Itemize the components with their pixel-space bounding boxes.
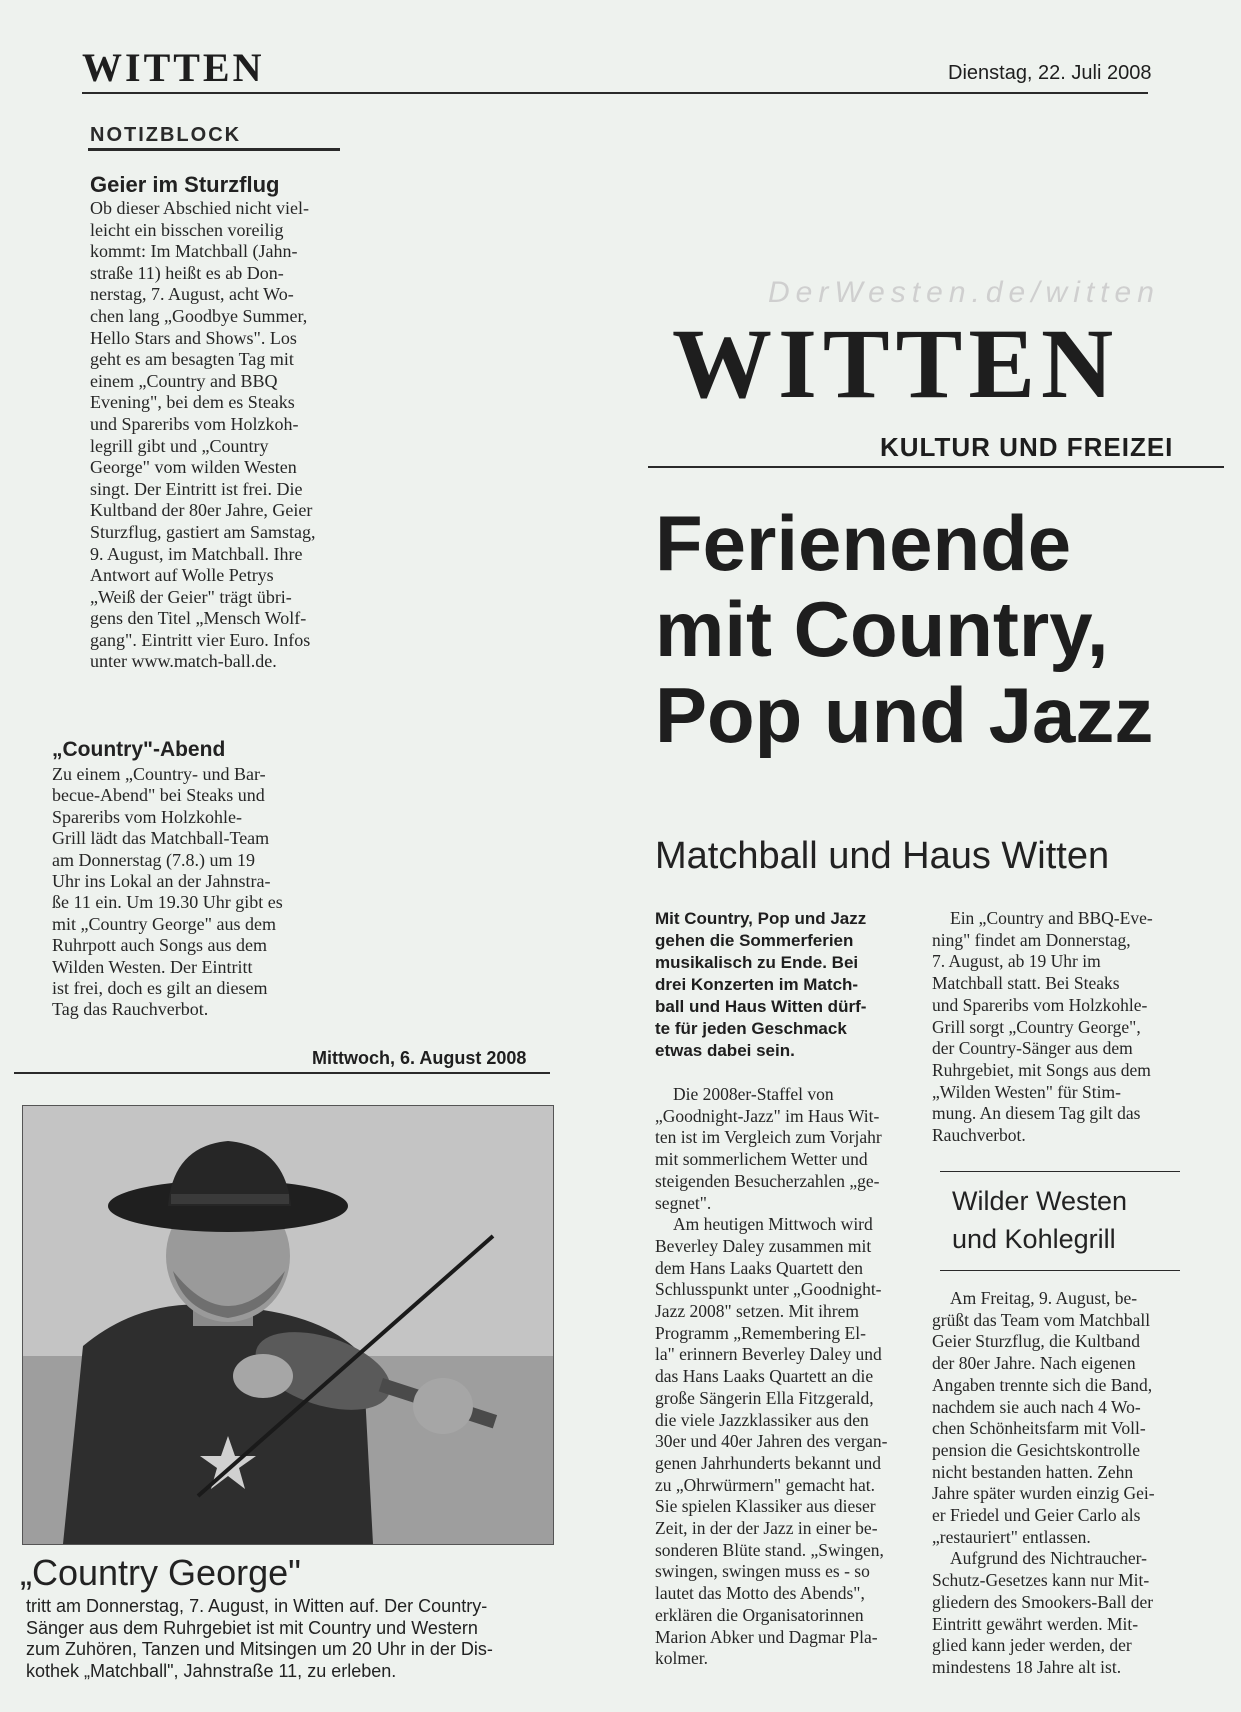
text-line: Rauchverbot. — [932, 1125, 1026, 1146]
lead-line: etwas dabei sein. — [655, 1041, 795, 1060]
text-line: pension die Gesichtskontrolle — [932, 1439, 1141, 1460]
text-line: nerstag, 7. August, acht Wo- — [90, 284, 294, 305]
caption-text — [26, 1596, 556, 1682]
text-line: der Country-Sänger aus dem — [932, 1038, 1133, 1059]
box-headline-line: und Kohlegrill — [952, 1224, 1116, 1254]
text-line: 30er und 40er Jahren des vergan- — [655, 1431, 888, 1452]
text-line: steigenden Besucherzahlen „ge- — [655, 1170, 880, 1191]
article-column-2b — [932, 1288, 1190, 1679]
text-line: unter www.match-ball.de. — [90, 651, 277, 672]
text-line: Am Freitag, 9. August, be- — [950, 1288, 1138, 1308]
text-line: gens den Titel „Mensch Wolf- — [90, 608, 307, 629]
caption-line: tritt am Donnerstag, 7. August, in Witten auf. Der Country- — [26, 1596, 488, 1616]
text-line: straße 11) heißt es ab Don- — [90, 262, 284, 283]
text-line: genen Jahrhunderts bekannt und — [655, 1452, 881, 1473]
text-line: ten ist im Vergleich zum Vorjahr — [655, 1127, 882, 1148]
text-line: ße 11 ein. Um 19.30 Uhr gibt es — [52, 892, 283, 913]
article-column-1 — [655, 1084, 913, 1670]
country-george-photo — [22, 1105, 554, 1545]
text-line: grüßt das Team vom Matchball — [932, 1309, 1151, 1330]
article-masthead: WITTEN — [672, 308, 1120, 419]
lead-line: te für jeden Geschmack — [655, 1019, 847, 1038]
text-line: Sie spielen Klassiker aus dieser — [655, 1496, 876, 1517]
country-abend-body — [52, 764, 310, 1021]
text-line: mit sommerlichem Wetter und — [655, 1149, 868, 1170]
text-line: singt. Der Eintritt ist frei. Die — [90, 478, 303, 499]
text-line: die viele Jazzklassiker aus den — [655, 1409, 869, 1430]
notizblock-body — [90, 198, 346, 673]
text-line: mung. An diesem Tag gilt das — [932, 1103, 1141, 1124]
text-line: zu „Ohrwürmern" gemacht hat. — [655, 1474, 875, 1495]
box-rule-bottom — [940, 1270, 1180, 1271]
text-line: Am heutigen Mittwoch wird — [673, 1214, 873, 1235]
headline-line: Ferienende — [655, 499, 1072, 587]
article-headline — [655, 500, 1215, 758]
headline-line: Pop und Jazz — [655, 671, 1154, 759]
section-rule — [648, 466, 1224, 468]
text-line: Grill sorgt „Country George", — [932, 1016, 1141, 1037]
box-headline-line: Wilder Westen — [952, 1186, 1128, 1216]
text-line: mit „Country George" aus dem — [52, 913, 276, 934]
text-line: sonderen Blüte stand. „Swingen, — [655, 1539, 884, 1560]
box-headline — [952, 1182, 1127, 1258]
lead-line: gehen die Sommerferien — [655, 931, 854, 950]
text-line: Grill lädt das Matchball-Team — [52, 828, 270, 849]
text-line: und Spareribs vom Holzkoh- — [90, 413, 299, 434]
caption-line: Sänger aus dem Ruhrgebiet ist mit Country und Western — [26, 1617, 478, 1638]
text-line: erklären die Organisatorinnen — [655, 1604, 864, 1625]
lead-line: drei Konzerten im Match- — [655, 975, 859, 994]
text-line: Sturzflug, gastiert am Samstag, — [90, 521, 316, 542]
text-line: große Sängerin Ella Fitzgerald, — [655, 1387, 874, 1408]
photo-section-date: Mittwoch, 6. August 2008 — [312, 1048, 527, 1068]
text-line: nachdem sie auch nach 4 Wo- — [932, 1396, 1141, 1417]
issue-date: Dienstag, 22. Juli 2008 — [948, 62, 1152, 84]
text-line: geht es am besagten Tag mit — [90, 349, 294, 370]
text-line: Eintritt gewährt werden. Mit- — [932, 1613, 1139, 1634]
text-line: Ein „Country and BBQ-Eve- — [950, 908, 1153, 928]
text-line: chen Schönheitsfarm mit Voll- — [932, 1418, 1146, 1439]
musician-illustration — [23, 1106, 553, 1544]
text-line: mindestens 18 Jahre alt ist. — [932, 1656, 1122, 1677]
text-line: Wilden Westen. Der Eintritt — [52, 956, 253, 977]
text-line: Schutz-Gesetzes kann nur Mit- — [932, 1570, 1150, 1591]
text-line: Ruhrpott auch Songs aus dem — [52, 935, 267, 956]
box-rule-top — [940, 1171, 1180, 1172]
text-line: lautet das Motto des Abends", — [655, 1583, 865, 1604]
text-line: George" vom wilden Westen — [90, 457, 297, 478]
text-line: Ruhrgebiet, mit Songs aus dem — [932, 1059, 1151, 1080]
text-line: einem „Country and BBQ — [90, 370, 278, 391]
lead-line: ball und Haus Witten dürf- — [655, 997, 867, 1016]
text-line: Die 2008er-Staffel von — [673, 1084, 834, 1104]
text-line: Antwort auf Wolle Petrys — [90, 565, 274, 586]
text-line: Beverley Daley zusammen mit — [655, 1235, 872, 1256]
text-line: „Goodnight-Jazz" im Haus Wit- — [655, 1105, 880, 1126]
text-line: er Friedel und Geier Carlo als — [932, 1505, 1141, 1526]
masthead-witten: WITTEN — [82, 45, 265, 90]
watermark: DerWesten.de/witten — [768, 276, 1160, 309]
caption-line: kothek „Matchball", Jahnstraße 11, zu erleben. — [26, 1660, 397, 1681]
notizblock-label: NOTIZBLOCK — [90, 124, 242, 146]
text-line: dem Hans Laaks Quartett den — [655, 1257, 863, 1278]
text-line: Jahre später wurden einzig Gei- — [932, 1483, 1155, 1504]
text-line: Zeit, in der der Jazz in einer be- — [655, 1518, 878, 1539]
text-line: 7. August, ab 19 Uhr im — [932, 951, 1101, 972]
text-line: Matchball statt. Bei Steaks — [932, 973, 1120, 994]
text-line: das Hans Laaks Quartett an die — [655, 1366, 874, 1387]
text-line: der 80er Jahre. Nach eigenen — [932, 1353, 1136, 1374]
lead-line: musikalisch zu Ende. Bei — [655, 953, 859, 972]
notizblock-headline: Geier im Sturzflug — [90, 172, 280, 197]
text-line: Ob dieser Abschied nicht viel- — [90, 198, 309, 218]
article-lead — [655, 908, 917, 1062]
text-line: am Donnerstag (7.8.) um 19 — [52, 849, 255, 870]
text-line: gang". Eintritt vier Euro. Infos — [90, 629, 311, 650]
text-line: Tag das Rauchverbot. — [52, 999, 209, 1020]
article-column-2 — [932, 908, 1190, 1147]
text-line: „Wilden Westen" für Stim- — [932, 1081, 1121, 1102]
text-line: swingen, swingen muss es - so — [655, 1561, 870, 1582]
text-line: gliedern des Smookers-Ball der — [932, 1591, 1154, 1612]
text-line: Uhr ins Lokal an der Jahnstra- — [52, 871, 271, 892]
text-line: chen lang „Goodbye Summer, — [90, 305, 308, 326]
article-subheadline: Matchball und Haus Witten — [655, 835, 1110, 877]
text-line: becue-Abend" bei Steaks und — [52, 785, 265, 806]
headline-line: mit Country, — [655, 585, 1109, 673]
text-line: 9. August, im Matchball. Ihre — [90, 543, 303, 564]
country-abend-headline: „Country"-Abend — [52, 738, 226, 761]
text-line: Evening", bei dem es Steaks — [90, 392, 295, 413]
text-line: ist frei, doch es gilt an diesem — [52, 978, 268, 999]
text-line: Aufgrund des Nichtraucher- — [950, 1548, 1147, 1569]
notizblock-rule — [88, 148, 340, 151]
text-line: Jazz 2008" setzen. Mit ihrem — [655, 1301, 859, 1322]
text-line: la" erinnern Beverley Daley und — [655, 1344, 882, 1365]
text-line: Hello Stars and Shows". Los — [90, 327, 297, 348]
section-label: KULTUR UND FREIZEI — [880, 432, 1174, 462]
text-line: kommt: Im Matchball (Jahn- — [90, 241, 298, 262]
text-line: Zu einem „Country- und Bar- — [52, 764, 266, 784]
text-line: segnet". — [655, 1192, 712, 1213]
caption-title: „Country George" — [20, 1552, 301, 1593]
text-line: „Weiß der Geier" trägt übri- — [90, 586, 292, 607]
text-line: Kultband der 80er Jahre, Geier — [90, 500, 313, 521]
text-line: Schlusspunkt unter „Goodnight- — [655, 1279, 882, 1300]
text-line: Marion Abker und Dagmar Pla- — [655, 1626, 878, 1647]
text-line: Spareribs vom Holzkohle- — [52, 806, 242, 827]
text-line: ning" findet am Donnerstag, — [932, 929, 1131, 950]
text-line: Geier Sturzflug, die Kultband — [932, 1331, 1141, 1352]
text-line: und Spareribs vom Holzkohle- — [932, 994, 1148, 1015]
text-line: Programm „Remembering El- — [655, 1322, 866, 1343]
text-line: „restauriert" entlassen. — [932, 1526, 1091, 1547]
caption-line: zum Zuhören, Tanzen und Mitsingen um 20 Uhr in der Dis- — [26, 1639, 493, 1659]
text-line: glied kann jeder werden, der — [932, 1635, 1132, 1656]
header-rule — [82, 92, 1148, 94]
text-line: nicht bestanden hatten. Zehn — [932, 1461, 1134, 1482]
text-line: Angaben trennte sich die Band, — [932, 1374, 1153, 1395]
lead-line: Mit Country, Pop und Jazz — [655, 909, 867, 928]
text-line: kolmer. — [655, 1648, 708, 1669]
photo-section-rule — [14, 1072, 550, 1074]
text-line: legrill gibt und „Country — [90, 435, 269, 456]
text-line: leicht ein bisschen voreilig — [90, 219, 284, 240]
